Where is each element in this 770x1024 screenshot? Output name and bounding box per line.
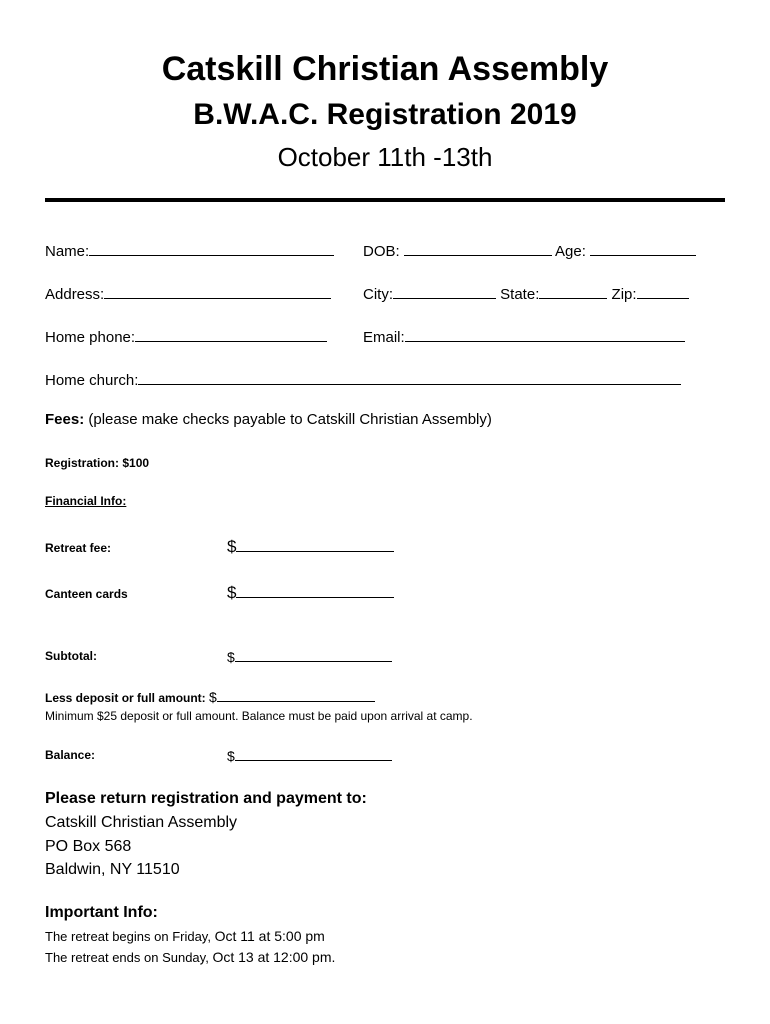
balance-field[interactable] bbox=[227, 746, 392, 764]
registration-line bbox=[45, 456, 149, 470]
return-heading: Please return registration and payment to: bbox=[45, 790, 367, 807]
important-heading: Important Info: bbox=[45, 904, 158, 921]
name-label: Name: bbox=[45, 243, 90, 260]
event-dates: October 11th -13th bbox=[277, 142, 493, 172]
retreat-fee-label: Retreat fee: bbox=[45, 541, 112, 555]
subtotal-blank[interactable] bbox=[235, 647, 392, 662]
city-blank[interactable] bbox=[393, 284, 496, 299]
name-field[interactable] bbox=[45, 241, 334, 260]
retreat-ends-value: Oct 13 at 12:00 pm. bbox=[212, 949, 336, 965]
fees-line bbox=[45, 411, 492, 428]
email-blank[interactable] bbox=[405, 327, 685, 342]
canteen-cards-currency: $ bbox=[227, 583, 237, 602]
state-blank[interactable] bbox=[539, 284, 607, 299]
dob-field[interactable] bbox=[363, 241, 696, 260]
home-phone-blank[interactable] bbox=[135, 327, 327, 342]
less-deposit-currency: $ bbox=[209, 689, 217, 705]
header-divider bbox=[45, 198, 725, 202]
state-label: State: bbox=[500, 286, 540, 303]
retreat-ends-label: The retreat ends on Sunday, bbox=[45, 950, 209, 965]
fees-label: Fees: bbox=[45, 411, 85, 428]
fees-note: (please make checks payable to Catskill Christian Assembly) bbox=[88, 411, 492, 428]
page-title: Catskill Christian Assembly bbox=[161, 50, 609, 88]
subtotal-currency: $ bbox=[227, 649, 235, 665]
registration-label: Registration: bbox=[45, 456, 120, 470]
home-church-blank[interactable] bbox=[138, 370, 681, 385]
less-deposit-field[interactable] bbox=[45, 687, 375, 705]
financial-info-heading: Financial Info: bbox=[45, 494, 127, 508]
return-address-line3: Baldwin, NY 11510 bbox=[45, 861, 180, 878]
canteen-cards-label: Canteen cards bbox=[45, 587, 128, 601]
retreat-ends-line bbox=[45, 949, 335, 965]
zip-blank[interactable] bbox=[637, 284, 689, 299]
home-church-label: Home church: bbox=[45, 372, 139, 389]
home-church-field[interactable] bbox=[45, 370, 681, 389]
retreat-fee-blank[interactable] bbox=[236, 537, 394, 552]
return-address-line2: PO Box 568 bbox=[45, 838, 132, 855]
canteen-cards-field[interactable] bbox=[227, 583, 394, 603]
event-title: B.W.A.C. Registration 2019 bbox=[193, 98, 577, 131]
retreat-fee-currency: $ bbox=[227, 537, 237, 556]
canteen-cards-blank[interactable] bbox=[236, 583, 394, 598]
balance-blank[interactable] bbox=[235, 746, 392, 761]
name-blank[interactable] bbox=[89, 241, 334, 256]
dob-label: DOB: bbox=[363, 243, 400, 260]
subtotal-field[interactable] bbox=[227, 647, 392, 665]
address-field[interactable] bbox=[45, 284, 331, 303]
return-address-line1: Catskill Christian Assembly bbox=[45, 814, 238, 831]
balance-label: Balance: bbox=[45, 748, 96, 762]
home-phone-label: Home phone: bbox=[45, 329, 136, 346]
city-label: City: bbox=[363, 286, 393, 303]
subtotal-label: Subtotal: bbox=[45, 649, 97, 663]
retreat-fee-field[interactable] bbox=[227, 537, 394, 557]
retreat-begins-line bbox=[45, 928, 325, 944]
email-label: Email: bbox=[363, 329, 405, 346]
address-label: Address: bbox=[45, 286, 105, 303]
registration-amount: $100 bbox=[122, 456, 150, 470]
email-field[interactable] bbox=[363, 327, 685, 346]
retreat-begins-label: The retreat begins on Friday, bbox=[45, 929, 211, 944]
age-blank[interactable] bbox=[590, 241, 696, 256]
retreat-begins-value: Oct 11 at 5:00 pm bbox=[214, 928, 325, 944]
city-state-zip-field[interactable] bbox=[363, 284, 689, 303]
address-blank[interactable] bbox=[104, 284, 331, 299]
dob-blank[interactable] bbox=[404, 241, 552, 256]
age-label: Age: bbox=[555, 243, 586, 260]
less-deposit-label: Less deposit or full amount: bbox=[45, 691, 206, 705]
balance-currency: $ bbox=[227, 748, 235, 764]
zip-label: Zip: bbox=[611, 286, 637, 303]
minimum-deposit-note: Minimum $25 deposit or full amount. Balance must be paid upon arrival at camp. bbox=[45, 709, 473, 723]
home-phone-field[interactable] bbox=[45, 327, 327, 346]
less-deposit-blank[interactable] bbox=[217, 687, 375, 702]
